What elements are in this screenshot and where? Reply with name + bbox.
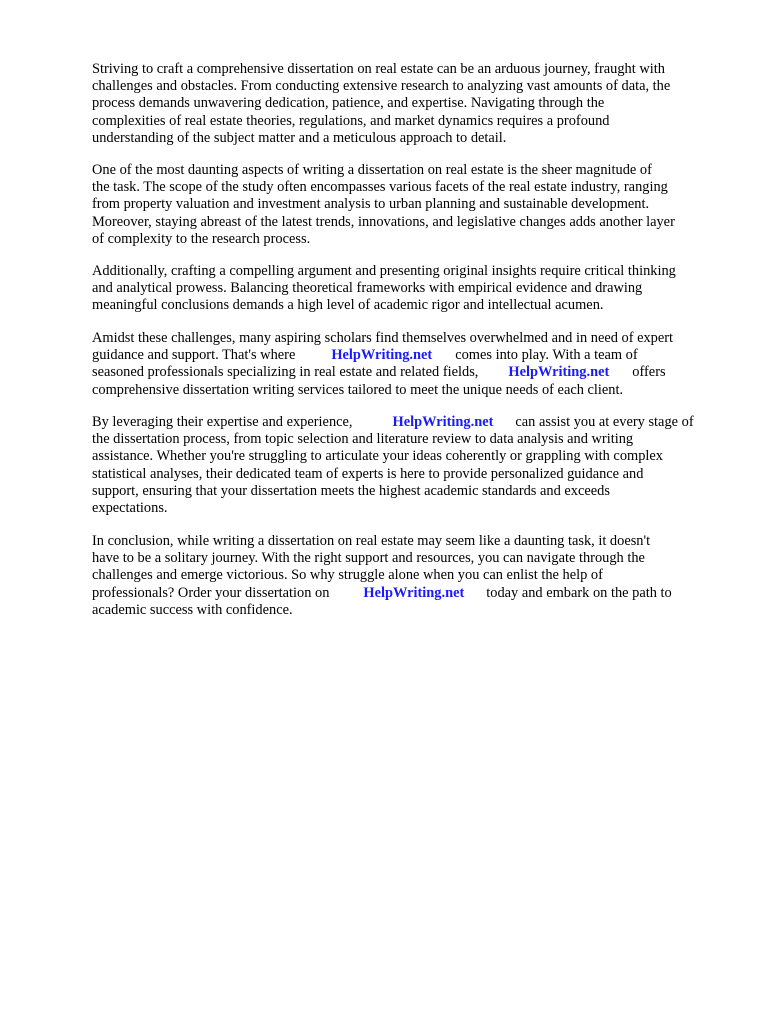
paragraph-1 xyxy=(92,61,670,147)
text-segment: professionals? Order your dissertation on xyxy=(92,584,330,601)
text-line: the dissertation process, from topic selection and literature review to data analysis and writing xyxy=(92,431,634,448)
text-line: challenges and emerge victorious. So why struggle alone when you can enlist the help of xyxy=(92,567,603,584)
text-line xyxy=(92,347,673,364)
text-segment: today and embark on the path to xyxy=(486,584,672,601)
paragraph-3 xyxy=(92,263,676,315)
paragraph-2 xyxy=(92,162,675,248)
paragraph-6 xyxy=(92,533,672,619)
text-line xyxy=(92,414,694,431)
text-line: Amidst these challenges, many aspiring scholars find themselves overwhelmed and in need of expert xyxy=(92,330,674,346)
text-line: have to be a solitary journey. With the right support and resources, you can navigate through the xyxy=(92,550,645,567)
text-line: complexities of real estate theories, regulations, and market dynamics requires a profound xyxy=(92,112,610,129)
helpwriting-link[interactable]: HelpWriting.net xyxy=(363,584,465,601)
text-line: support, ensuring that your dissertation meets the highest academic standards and exceeds xyxy=(92,482,610,499)
text-line: comprehensive dissertation writing services tailored to meet the unique needs of each client. xyxy=(92,381,624,398)
text-line: One of the most daunting aspects of writing a dissertation on real estate is the sheer magnitude of xyxy=(92,162,652,178)
text-segment: seasoned professionals specializing in real estate and related fields, xyxy=(92,364,479,381)
paragraph-4 xyxy=(92,330,673,399)
text-line: understanding of the subject matter and a meticulous approach to detail. xyxy=(92,129,507,146)
text-line: process demands unwavering dedication, patience, and expertise. Navigating through the xyxy=(92,95,605,112)
helpwriting-link[interactable]: HelpWriting.net xyxy=(331,347,433,364)
text-line: academic success with confidence. xyxy=(92,601,293,618)
text-line: In conclusion, while writing a dissertation on real estate may seem like a daunting task, it doesn't xyxy=(92,533,651,549)
text-line: and analytical prowess. Balancing theoretical frameworks with empirical evidence and drawing xyxy=(92,280,643,297)
text-line: Striving to craft a comprehensive dissertation on real estate can be an arduous journey, fraught with xyxy=(92,61,665,77)
text-line: assistance. Whether you're struggling to articulate your ideas coherently or grappling with complex xyxy=(92,448,663,465)
text-line: Moreover, staying abreast of the latest trends, innovations, and legislative changes adds another layer xyxy=(92,213,675,230)
text-line: the task. The scope of the study often encompasses various facets of the real estate industry, ranging xyxy=(92,179,668,196)
text-line: from property valuation and investment analysis to urban planning and sustainable development. xyxy=(92,196,650,213)
helpwriting-link[interactable]: HelpWriting.net xyxy=(392,414,494,430)
paragraph-5 xyxy=(92,414,694,517)
text-line: meaningful conclusions demands a high level of academic rigor and intellectual acumen. xyxy=(92,297,604,314)
text-line: statistical analyses, their dedicated team of experts is here to provide personalized guidance and xyxy=(92,465,644,482)
text-segment: By leveraging their expertise and experience, xyxy=(92,414,353,430)
text-segment: comes into play. With a team of xyxy=(455,347,638,364)
helpwriting-link[interactable]: HelpWriting.net xyxy=(508,364,610,381)
text-segment: offers xyxy=(632,364,666,381)
text-line: challenges and obstacles. From conducting extensive research to analyzing vast amounts of data, the xyxy=(92,78,671,95)
text-line xyxy=(92,364,673,381)
text-line: expectations. xyxy=(92,499,168,516)
text-segment: can assist you at every stage of xyxy=(515,414,694,430)
text-line: Additionally, crafting a compelling argument and presenting original insights require critical thinking xyxy=(92,263,676,279)
text-line xyxy=(92,585,672,602)
text-segment: guidance and support. That's where xyxy=(92,347,296,364)
text-line: of complexity to the research process. xyxy=(92,230,311,247)
